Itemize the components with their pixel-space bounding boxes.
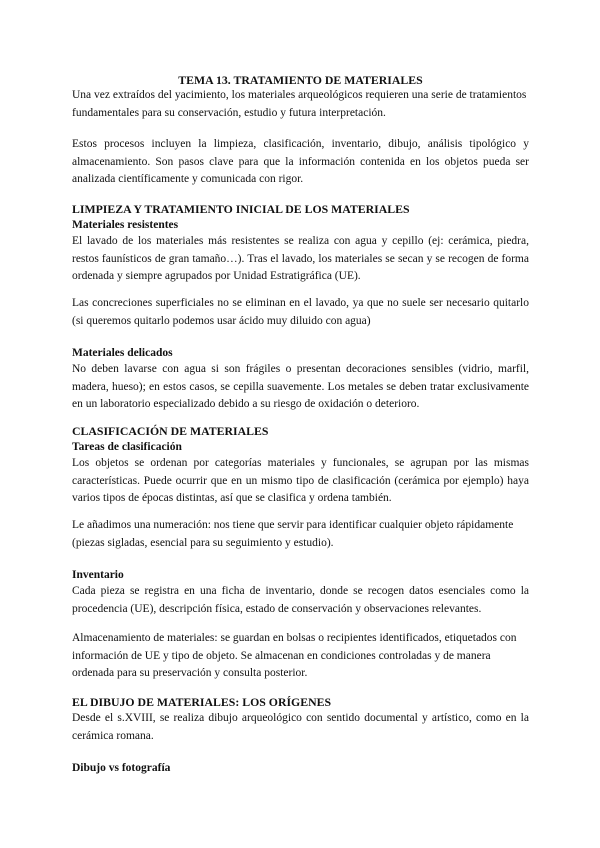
paragraph-classification: Los objetos se ordenan por categorías materiales y funcionales, se agrupan por las mismas características. Puede ocurrir que en un mismo tipo de clasificación (cerámica por ejemplo) haya varios tipos de épocas distintas, así que se clasifica y ordena también.: [72, 457, 529, 504]
subheading-classification-tasks: Tareas de clasificación: [72, 441, 182, 453]
intro-paragraph-2: Estos procesos incluyen la limpieza, clasificación, inventario, dibujo, análisis tipológico y almacenamiento. Son pasos clave para que la información contenida en los objetos pueda ser analizada científicamente y comunicada con rigor.: [72, 138, 529, 185]
subheading-delicate-materials: Materiales delicados: [72, 347, 173, 359]
paragraph-numbering: Le añadimos una numeración: nos tiene que servir para identificar cualquier objeto rápidamente (piezas sigladas, esencial para su seguimiento y estudio).: [72, 519, 514, 549]
paragraph-inventory: Cada pieza se registra en una ficha de inventario, donde se recogen datos esenciales como la procedencia (UE), descripción física, estado de conservación y observaciones relevantes.: [72, 585, 529, 615]
paragraph-drawing-origins: Desde el s.XVIII, se realiza dibujo arqueológico con sentido documental y artístico, como en la cerámica romana.: [72, 712, 529, 742]
section-heading-cleaning: LIMPIEZA Y TRATAMIENTO INICIAL DE LOS MATERIALES: [72, 202, 410, 216]
paragraph-concretions: Las concreciones superficiales no se eliminan en el lavado, ya que no suele ser necesario quitarlo (si queremos quitarlo podemos usar ácido muy diluido con agua): [72, 297, 529, 327]
subheading-resistant-materials: Materiales resistentes: [72, 219, 179, 231]
document-title: TEMA 13. TRATAMIENTO DE MATERIALES: [178, 73, 423, 87]
section-heading-drawing: EL DIBUJO DE MATERIALES: LOS ORÍGENES: [72, 695, 332, 709]
section-heading-classification: CLASIFICACIÓN DE MATERIALES: [72, 424, 269, 438]
paragraph-storage: Almacenamiento de materiales: se guardan en bolsas o recipientes identificados, etiquetados con información de UE y tipo de objeto. Se almacenan en condiciones controladas y de manera ordenada para su preservación y consulta posterior.: [72, 632, 517, 679]
paragraph-delicate-materials: No deben lavarse con agua si son frágiles o presentan decoraciones sensibles (vidrio, marfil, madera, hueso); en estos casos, se cepilla suavemente. Los metales se deben tratar exclusivamente en un laboratorio especializado debido a su riesgo de oxidación o deterioro.: [72, 363, 529, 410]
paragraph-resistant-washing: El lavado de los materiales más resistentes se realiza con agua y cepillo (ej: cerámica, piedra, restos faunísticos de gran tamaño…). Tras el lavado, los materiales se secan y se recogen de forma ordenada y siempre agrupados por Unidad Estratigráfica (UE).: [72, 235, 529, 282]
subheading-drawing-vs-photo: Dibujo vs fotografía: [72, 762, 171, 774]
subheading-inventory: Inventario: [72, 569, 124, 581]
intro-paragraph-1: Una vez extraídos del yacimiento, los materiales arqueológicos requieren una serie de tratamientos fundamentales para su conservación, estudio y futura interpretación.: [72, 89, 527, 119]
